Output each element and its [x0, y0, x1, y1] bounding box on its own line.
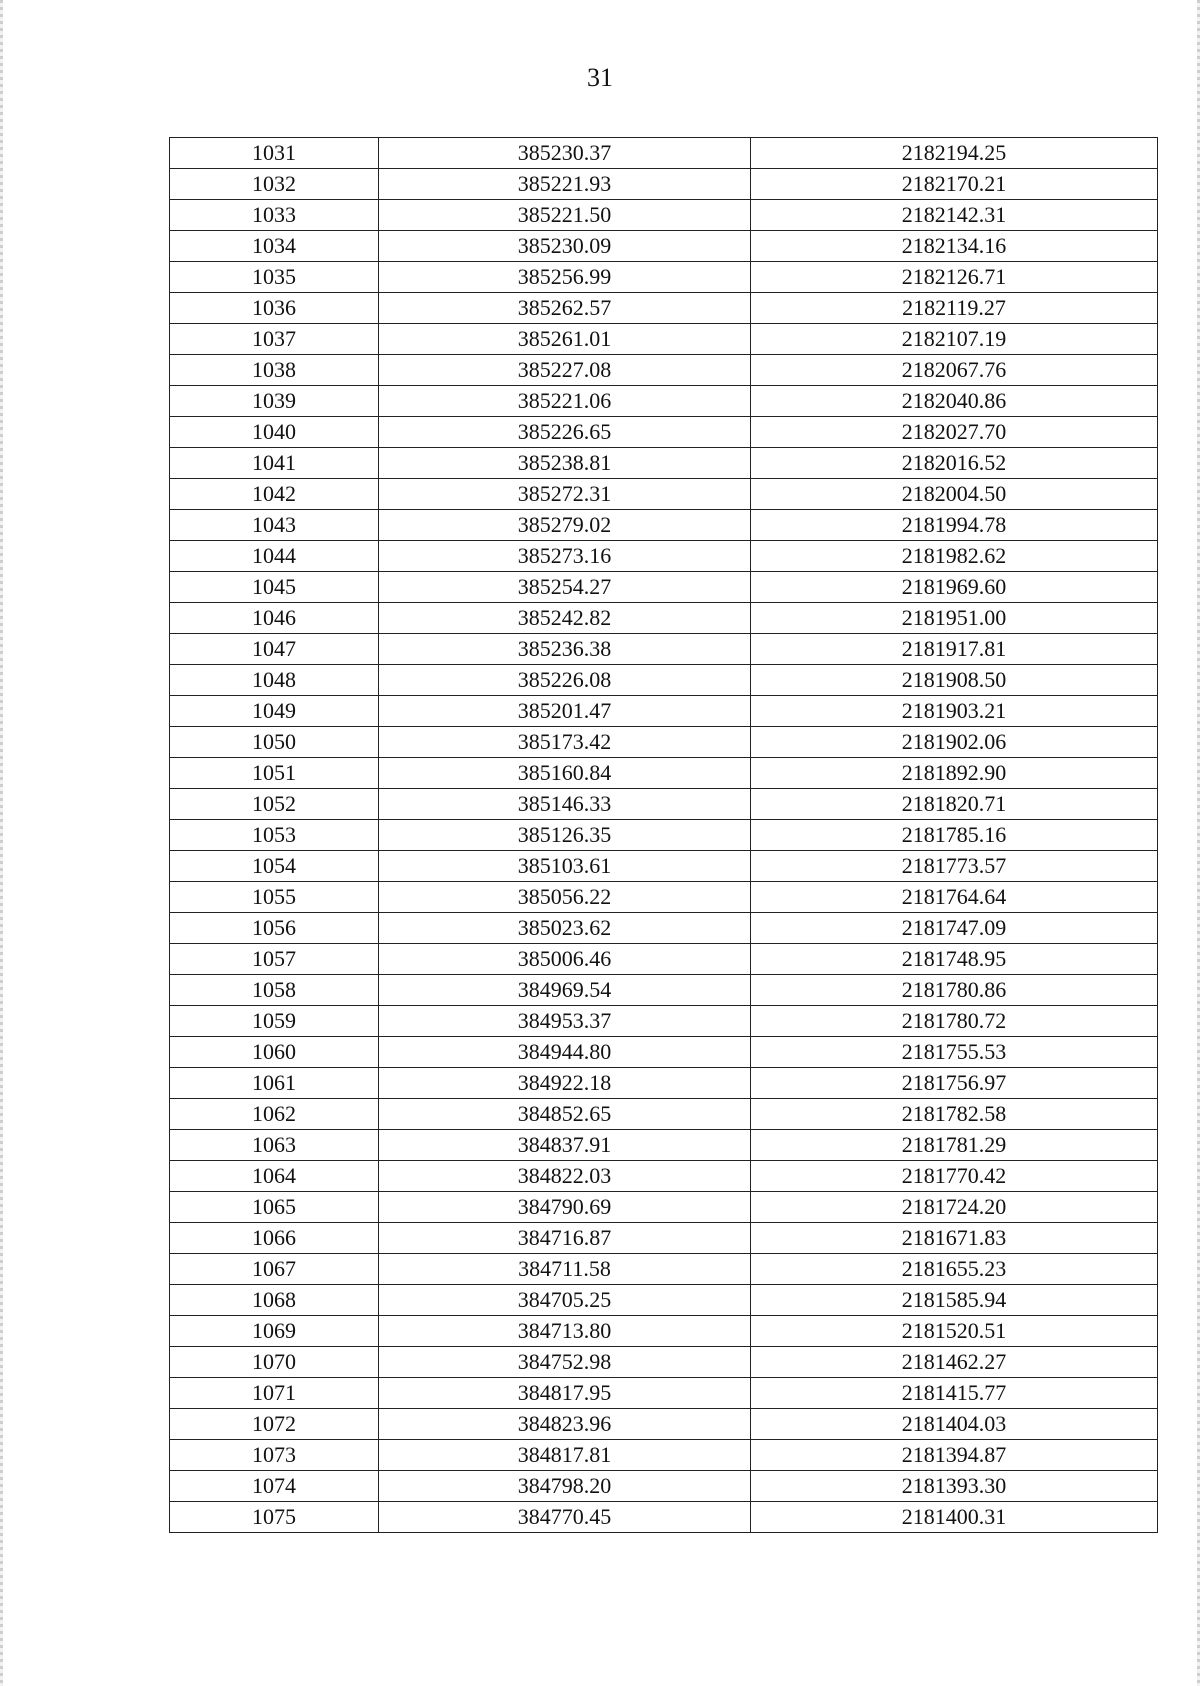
y-coordinate-cell: 2182170.21 [751, 169, 1158, 200]
point-number-cell: 1031 [170, 138, 379, 169]
x-coordinate-cell: 384953.37 [379, 1006, 751, 1037]
point-number-cell: 1034 [170, 231, 379, 262]
table-row [170, 1068, 1158, 1099]
point-number-cell: 1057 [170, 944, 379, 975]
y-coordinate-cell: 2181903.21 [751, 696, 1158, 727]
point-number-cell: 1069 [170, 1316, 379, 1347]
table-row [170, 975, 1158, 1006]
table-row [170, 324, 1158, 355]
table-row [170, 200, 1158, 231]
x-coordinate-cell: 385226.08 [379, 665, 751, 696]
point-number-cell: 1050 [170, 727, 379, 758]
point-number-cell: 1045 [170, 572, 379, 603]
y-coordinate-cell: 2181415.77 [751, 1378, 1158, 1409]
x-coordinate-cell: 384790.69 [379, 1192, 751, 1223]
point-number-cell: 1052 [170, 789, 379, 820]
y-coordinate-cell: 2181782.58 [751, 1099, 1158, 1130]
table-row [170, 1409, 1158, 1440]
y-coordinate-cell: 2182119.27 [751, 293, 1158, 324]
table-row [170, 1099, 1158, 1130]
table-row [170, 913, 1158, 944]
y-coordinate-cell: 2182004.50 [751, 479, 1158, 510]
y-coordinate-cell: 2181773.57 [751, 851, 1158, 882]
y-coordinate-cell: 2181400.31 [751, 1502, 1158, 1533]
x-coordinate-cell: 384713.80 [379, 1316, 751, 1347]
x-coordinate-cell: 385146.33 [379, 789, 751, 820]
y-coordinate-cell: 2182142.31 [751, 200, 1158, 231]
coordinate-table-body [170, 138, 1158, 1533]
x-coordinate-cell: 385230.37 [379, 138, 751, 169]
y-coordinate-cell: 2181655.23 [751, 1254, 1158, 1285]
point-number-cell: 1032 [170, 169, 379, 200]
point-number-cell: 1070 [170, 1347, 379, 1378]
x-coordinate-cell: 385160.84 [379, 758, 751, 789]
y-coordinate-cell: 2181748.95 [751, 944, 1158, 975]
y-coordinate-cell: 2181724.20 [751, 1192, 1158, 1223]
table-row [170, 448, 1158, 479]
table-row [170, 1130, 1158, 1161]
x-coordinate-cell: 385261.01 [379, 324, 751, 355]
table-row [170, 417, 1158, 448]
point-number-cell: 1056 [170, 913, 379, 944]
y-coordinate-cell: 2181969.60 [751, 572, 1158, 603]
point-number-cell: 1041 [170, 448, 379, 479]
x-coordinate-cell: 384752.98 [379, 1347, 751, 1378]
x-coordinate-cell: 385126.35 [379, 820, 751, 851]
point-number-cell: 1055 [170, 882, 379, 913]
table-row [170, 1316, 1158, 1347]
y-coordinate-cell: 2181820.71 [751, 789, 1158, 820]
table-row [170, 479, 1158, 510]
table-row [170, 262, 1158, 293]
point-number-cell: 1037 [170, 324, 379, 355]
x-coordinate-cell: 385173.42 [379, 727, 751, 758]
x-coordinate-cell: 385236.38 [379, 634, 751, 665]
table-row [170, 1440, 1158, 1471]
x-coordinate-cell: 384944.80 [379, 1037, 751, 1068]
table-row [170, 510, 1158, 541]
y-coordinate-cell: 2181785.16 [751, 820, 1158, 851]
y-coordinate-cell: 2181892.90 [751, 758, 1158, 789]
table-row [170, 293, 1158, 324]
table-row [170, 1192, 1158, 1223]
point-number-cell: 1063 [170, 1130, 379, 1161]
table-row [170, 1006, 1158, 1037]
y-coordinate-cell: 2181781.29 [751, 1130, 1158, 1161]
x-coordinate-cell: 385230.09 [379, 231, 751, 262]
x-coordinate-cell: 384823.96 [379, 1409, 751, 1440]
x-coordinate-cell: 385056.22 [379, 882, 751, 913]
point-number-cell: 1060 [170, 1037, 379, 1068]
y-coordinate-cell: 2181764.64 [751, 882, 1158, 913]
table-row [170, 634, 1158, 665]
x-coordinate-cell: 385221.93 [379, 169, 751, 200]
x-coordinate-cell: 384852.65 [379, 1099, 751, 1130]
y-coordinate-cell: 2182134.16 [751, 231, 1158, 262]
y-coordinate-cell: 2181585.94 [751, 1285, 1158, 1316]
point-number-cell: 1075 [170, 1502, 379, 1533]
y-coordinate-cell: 2182194.25 [751, 138, 1158, 169]
point-number-cell: 1054 [170, 851, 379, 882]
point-number-cell: 1059 [170, 1006, 379, 1037]
y-coordinate-cell: 2181780.72 [751, 1006, 1158, 1037]
y-coordinate-cell: 2182027.70 [751, 417, 1158, 448]
x-coordinate-cell: 385238.81 [379, 448, 751, 479]
y-coordinate-cell: 2181756.97 [751, 1068, 1158, 1099]
table-row [170, 541, 1158, 572]
table-row [170, 355, 1158, 386]
x-coordinate-cell: 385227.08 [379, 355, 751, 386]
point-number-cell: 1047 [170, 634, 379, 665]
y-coordinate-cell: 2182126.71 [751, 262, 1158, 293]
x-coordinate-cell: 384711.58 [379, 1254, 751, 1285]
point-number-cell: 1051 [170, 758, 379, 789]
point-number-cell: 1072 [170, 1409, 379, 1440]
point-number-cell: 1073 [170, 1440, 379, 1471]
point-number-cell: 1042 [170, 479, 379, 510]
y-coordinate-cell: 2181951.00 [751, 603, 1158, 634]
point-number-cell: 1049 [170, 696, 379, 727]
x-coordinate-cell: 384822.03 [379, 1161, 751, 1192]
point-number-cell: 1036 [170, 293, 379, 324]
x-coordinate-cell: 385254.27 [379, 572, 751, 603]
x-coordinate-cell: 385103.61 [379, 851, 751, 882]
x-coordinate-cell: 385242.82 [379, 603, 751, 634]
y-coordinate-cell: 2182040.86 [751, 386, 1158, 417]
x-coordinate-cell: 384817.95 [379, 1378, 751, 1409]
point-number-cell: 1064 [170, 1161, 379, 1192]
point-number-cell: 1048 [170, 665, 379, 696]
scan-edge-left [0, 0, 3, 1686]
x-coordinate-cell: 384837.91 [379, 1130, 751, 1161]
page-number: 31 [587, 63, 613, 92]
point-number-cell: 1035 [170, 262, 379, 293]
y-coordinate-cell: 2181462.27 [751, 1347, 1158, 1378]
x-coordinate-cell: 384798.20 [379, 1471, 751, 1502]
x-coordinate-cell: 385006.46 [379, 944, 751, 975]
table-row [170, 944, 1158, 975]
point-number-cell: 1038 [170, 355, 379, 386]
table-row [170, 386, 1158, 417]
y-coordinate-cell: 2181394.87 [751, 1440, 1158, 1471]
table-row [170, 1223, 1158, 1254]
x-coordinate-cell: 384716.87 [379, 1223, 751, 1254]
table-row [170, 1378, 1158, 1409]
point-number-cell: 1074 [170, 1471, 379, 1502]
table-row [170, 758, 1158, 789]
x-coordinate-cell: 385221.50 [379, 200, 751, 231]
x-coordinate-cell: 385262.57 [379, 293, 751, 324]
y-coordinate-cell: 2182016.52 [751, 448, 1158, 479]
x-coordinate-cell: 385273.16 [379, 541, 751, 572]
x-coordinate-cell: 385256.99 [379, 262, 751, 293]
y-coordinate-cell: 2181520.51 [751, 1316, 1158, 1347]
x-coordinate-cell: 385272.31 [379, 479, 751, 510]
point-number-cell: 1067 [170, 1254, 379, 1285]
point-number-cell: 1053 [170, 820, 379, 851]
y-coordinate-cell: 2181404.03 [751, 1409, 1158, 1440]
y-coordinate-cell: 2181755.53 [751, 1037, 1158, 1068]
point-number-cell: 1043 [170, 510, 379, 541]
x-coordinate-cell: 385221.06 [379, 386, 751, 417]
point-number-cell: 1058 [170, 975, 379, 1006]
table-row [170, 1502, 1158, 1533]
point-number-cell: 1061 [170, 1068, 379, 1099]
table-row [170, 882, 1158, 913]
x-coordinate-cell: 385023.62 [379, 913, 751, 944]
y-coordinate-cell: 2182107.19 [751, 324, 1158, 355]
point-number-cell: 1062 [170, 1099, 379, 1130]
table-row [170, 572, 1158, 603]
table-row [170, 696, 1158, 727]
x-coordinate-cell: 384770.45 [379, 1502, 751, 1533]
y-coordinate-cell: 2182067.76 [751, 355, 1158, 386]
point-number-cell: 1065 [170, 1192, 379, 1223]
x-coordinate-cell: 385226.65 [379, 417, 751, 448]
table-row [170, 231, 1158, 262]
x-coordinate-cell: 384922.18 [379, 1068, 751, 1099]
table-row [170, 1347, 1158, 1378]
table-row [170, 1471, 1158, 1502]
table-row [170, 169, 1158, 200]
point-number-cell: 1044 [170, 541, 379, 572]
table-row [170, 1037, 1158, 1068]
point-number-cell: 1046 [170, 603, 379, 634]
table-row [170, 1285, 1158, 1316]
x-coordinate-cell: 385201.47 [379, 696, 751, 727]
y-coordinate-cell: 2181917.81 [751, 634, 1158, 665]
table-row [170, 138, 1158, 169]
y-coordinate-cell: 2181747.09 [751, 913, 1158, 944]
point-number-cell: 1066 [170, 1223, 379, 1254]
table-row [170, 789, 1158, 820]
point-number-cell: 1039 [170, 386, 379, 417]
table-row [170, 727, 1158, 758]
y-coordinate-cell: 2181671.83 [751, 1223, 1158, 1254]
x-coordinate-cell: 385279.02 [379, 510, 751, 541]
table-row [170, 851, 1158, 882]
point-number-cell: 1040 [170, 417, 379, 448]
y-coordinate-cell: 2181994.78 [751, 510, 1158, 541]
point-number-cell: 1033 [170, 200, 379, 231]
x-coordinate-cell: 384969.54 [379, 975, 751, 1006]
point-number-cell: 1071 [170, 1378, 379, 1409]
y-coordinate-cell: 2181982.62 [751, 541, 1158, 572]
y-coordinate-cell: 2181902.06 [751, 727, 1158, 758]
y-coordinate-cell: 2181908.50 [751, 665, 1158, 696]
coordinate-table [169, 137, 1158, 1533]
table-row [170, 603, 1158, 634]
y-coordinate-cell: 2181780.86 [751, 975, 1158, 1006]
table-row [170, 820, 1158, 851]
table-row [170, 1254, 1158, 1285]
x-coordinate-cell: 384705.25 [379, 1285, 751, 1316]
x-coordinate-cell: 384817.81 [379, 1440, 751, 1471]
y-coordinate-cell: 2181393.30 [751, 1471, 1158, 1502]
table-row [170, 1161, 1158, 1192]
point-number-cell: 1068 [170, 1285, 379, 1316]
y-coordinate-cell: 2181770.42 [751, 1161, 1158, 1192]
table-row [170, 665, 1158, 696]
